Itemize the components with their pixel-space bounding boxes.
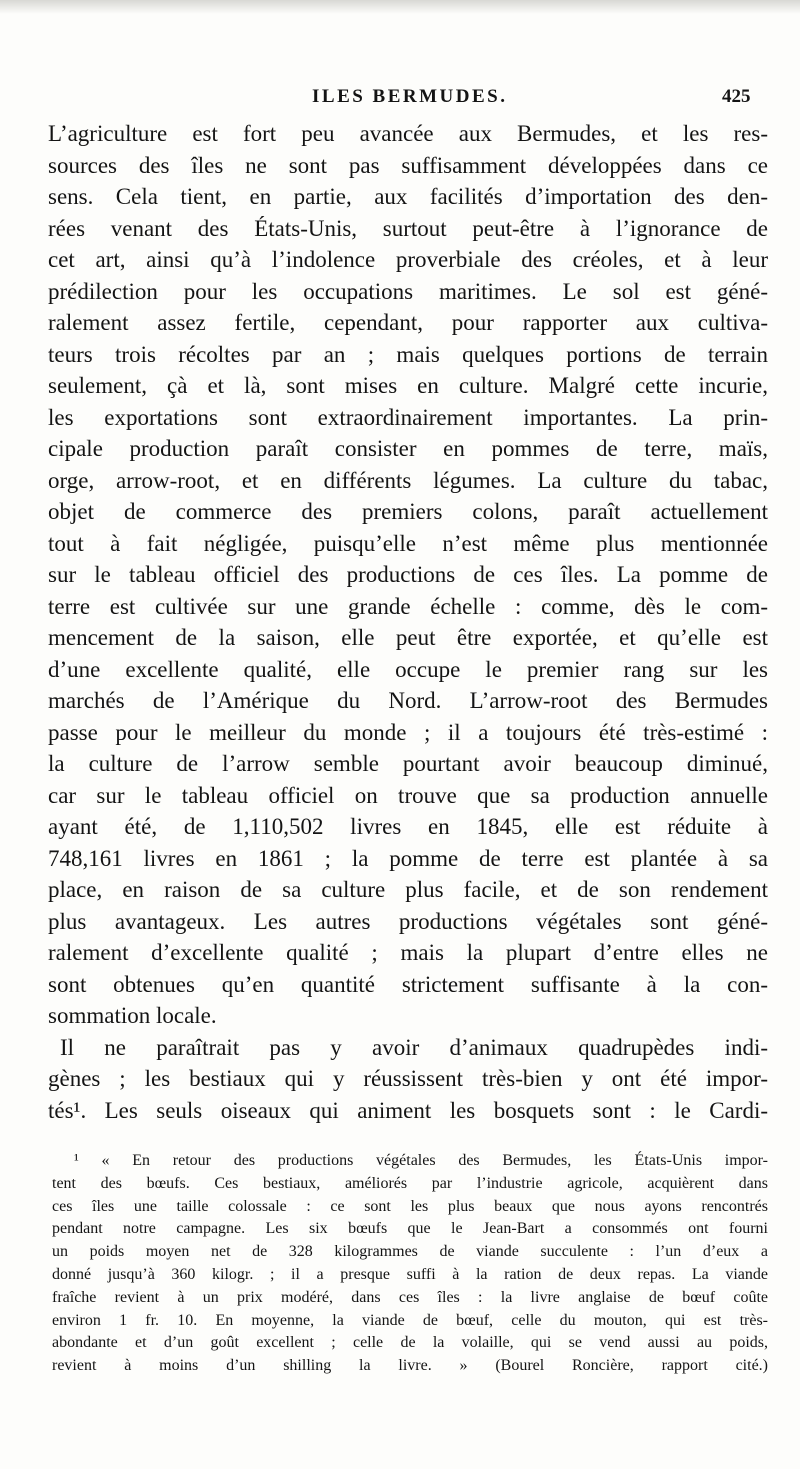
text-line: tout à fait négligée, puisqu’elle n’est même plus mentionnée [48, 530, 768, 556]
text-line: rées venant des États-Unis, surtout peut-être à l’ignorance de [48, 215, 768, 241]
footnote-line: ¹ « En retour des productions végétales des Bermudes, les États-Unis impor- [74, 1152, 768, 1169]
text-line: passe pour le meilleur du monde ; il a toujours été très-estimé : [48, 719, 768, 745]
footnote-line: donné jusqu’à 360 kilogr. ; il a presque suffi à la ration de deux repas. La viande [52, 1265, 768, 1283]
text-line: marchés de l’Amérique du Nord. L’arrow-root des Bermudes [48, 688, 768, 713]
text-line: objet de commerce des premiers colons, paraît actuellement [48, 499, 768, 524]
footnote-line: abondante et d’un goût excellent ; celle de la volaille, qui se vend aussi au poids, [52, 1334, 768, 1352]
text-line: terre est cultivée sur une grande échelle : comme, dès le com- [48, 593, 768, 619]
text-line: ralement d’excellente qualité ; mais la plupart d’entre elles ne [48, 940, 768, 965]
text-line: la culture de l’arrow semble pourtant avoir beaucoup diminué, [48, 751, 768, 776]
text-line: gènes ; les bestiaux qui y réussissent très-bien y ont été impor- [48, 1066, 768, 1091]
text-line: sources des îles ne sont pas suffisamment développées dans ce [48, 152, 768, 178]
text-line: ayant été, de 1,110,502 livres en 1845, elle est réduite à [48, 814, 768, 839]
footnote-line: ces îles une taille colossale : ce sont les plus beaux que nous ayons rencontrés [52, 1197, 768, 1215]
running-title: ILES BERMUDES. [312, 86, 508, 107]
paragraph-end-line: sommation locale. [48, 1003, 217, 1028]
text-line: 748,161 livres en 1861 ; la pomme de terre est plantée à sa [48, 845, 768, 871]
text-line: d’une excellente qualité, elle occupe le premier rang sur les [48, 656, 768, 682]
text-line: tés¹. Les seuls oiseaux qui animent les bosquets sont : le Cardi- [48, 1097, 768, 1123]
text-line: mencement de la saison, elle peut être exportée, et qu’elle est [48, 625, 768, 650]
text-line: ralement assez fertile, cependant, pour rapporter aux cultiva- [48, 310, 768, 335]
body-text [48, 118, 768, 1126]
paragraph-start-line: Il ne paraîtrait pas y avoir d’animaux quadrupèdes indi- [60, 1034, 768, 1060]
footnote-line: tent des bœufs. Ces bestiaux, améliorés par l’industrie agricole, acquièrent dans [52, 1174, 768, 1192]
footnote-line: environ 1 fr. 10. En moyenne, la viande de bœuf, celle du mouton, qui est très- [52, 1311, 768, 1329]
text-line: L’agriculture est fort peu avancée aux Bermudes, et les res- [48, 121, 768, 146]
text-line: plus avantageux. Les autres productions végétales sont géné- [48, 908, 768, 934]
footnote-line: revient à moins d’un shilling la livre. » (Bourel Roncière, rapport cité.) [52, 1357, 768, 1375]
text-line: car sur le tableau officiel on trouve que sa production annuelle [48, 782, 768, 808]
text-line: prédilection pour les occupations maritimes. Le sol est géné- [48, 278, 768, 304]
text-line: les exportations sont extraordinairement importantes. La prin- [48, 404, 768, 430]
text-line: teurs trois récoltes par an ; mais quelques portions de terrain [48, 341, 768, 367]
running-head [0, 82, 800, 112]
footnote-line: fraîche revient à un prix modéré, dans ces îles : la livre anglaise de bœuf coûte [52, 1288, 768, 1306]
text-line: sens. Cela tient, en partie, aux facilités d’importation des den- [48, 184, 768, 209]
footnote-line: pendant notre campagne. Les six bœufs que le Jean-Bart a consommés ont fourni [52, 1220, 768, 1238]
text-line: place, en raison de sa culture plus facile, et de son rendement [48, 877, 768, 902]
text-line: seulement, çà et là, sont mises en culture. Malgré cette incurie, [48, 373, 768, 398]
text-line: cet art, ainsi qu’à l’indolence proverbiale des créoles, et à leur [48, 247, 768, 272]
footnote-line: un poids moyen net de 328 kilogrammes de viande succulente : l’un d’eux a [52, 1243, 768, 1261]
footnote [52, 1150, 768, 1378]
page-edge-shadow [0, 0, 800, 14]
text-line: sont obtenues qu’en quantité strictement suffisante à la con- [48, 971, 768, 997]
text-line: cipale production paraît consister en pommes de terre, maïs, [48, 436, 768, 461]
text-line: sur le tableau officiel des productions de ces îles. La pomme de [48, 562, 768, 587]
page-number: 425 [722, 86, 751, 107]
text-line: orge, arrow-root, et en différents légumes. La culture du tabac, [48, 467, 768, 493]
